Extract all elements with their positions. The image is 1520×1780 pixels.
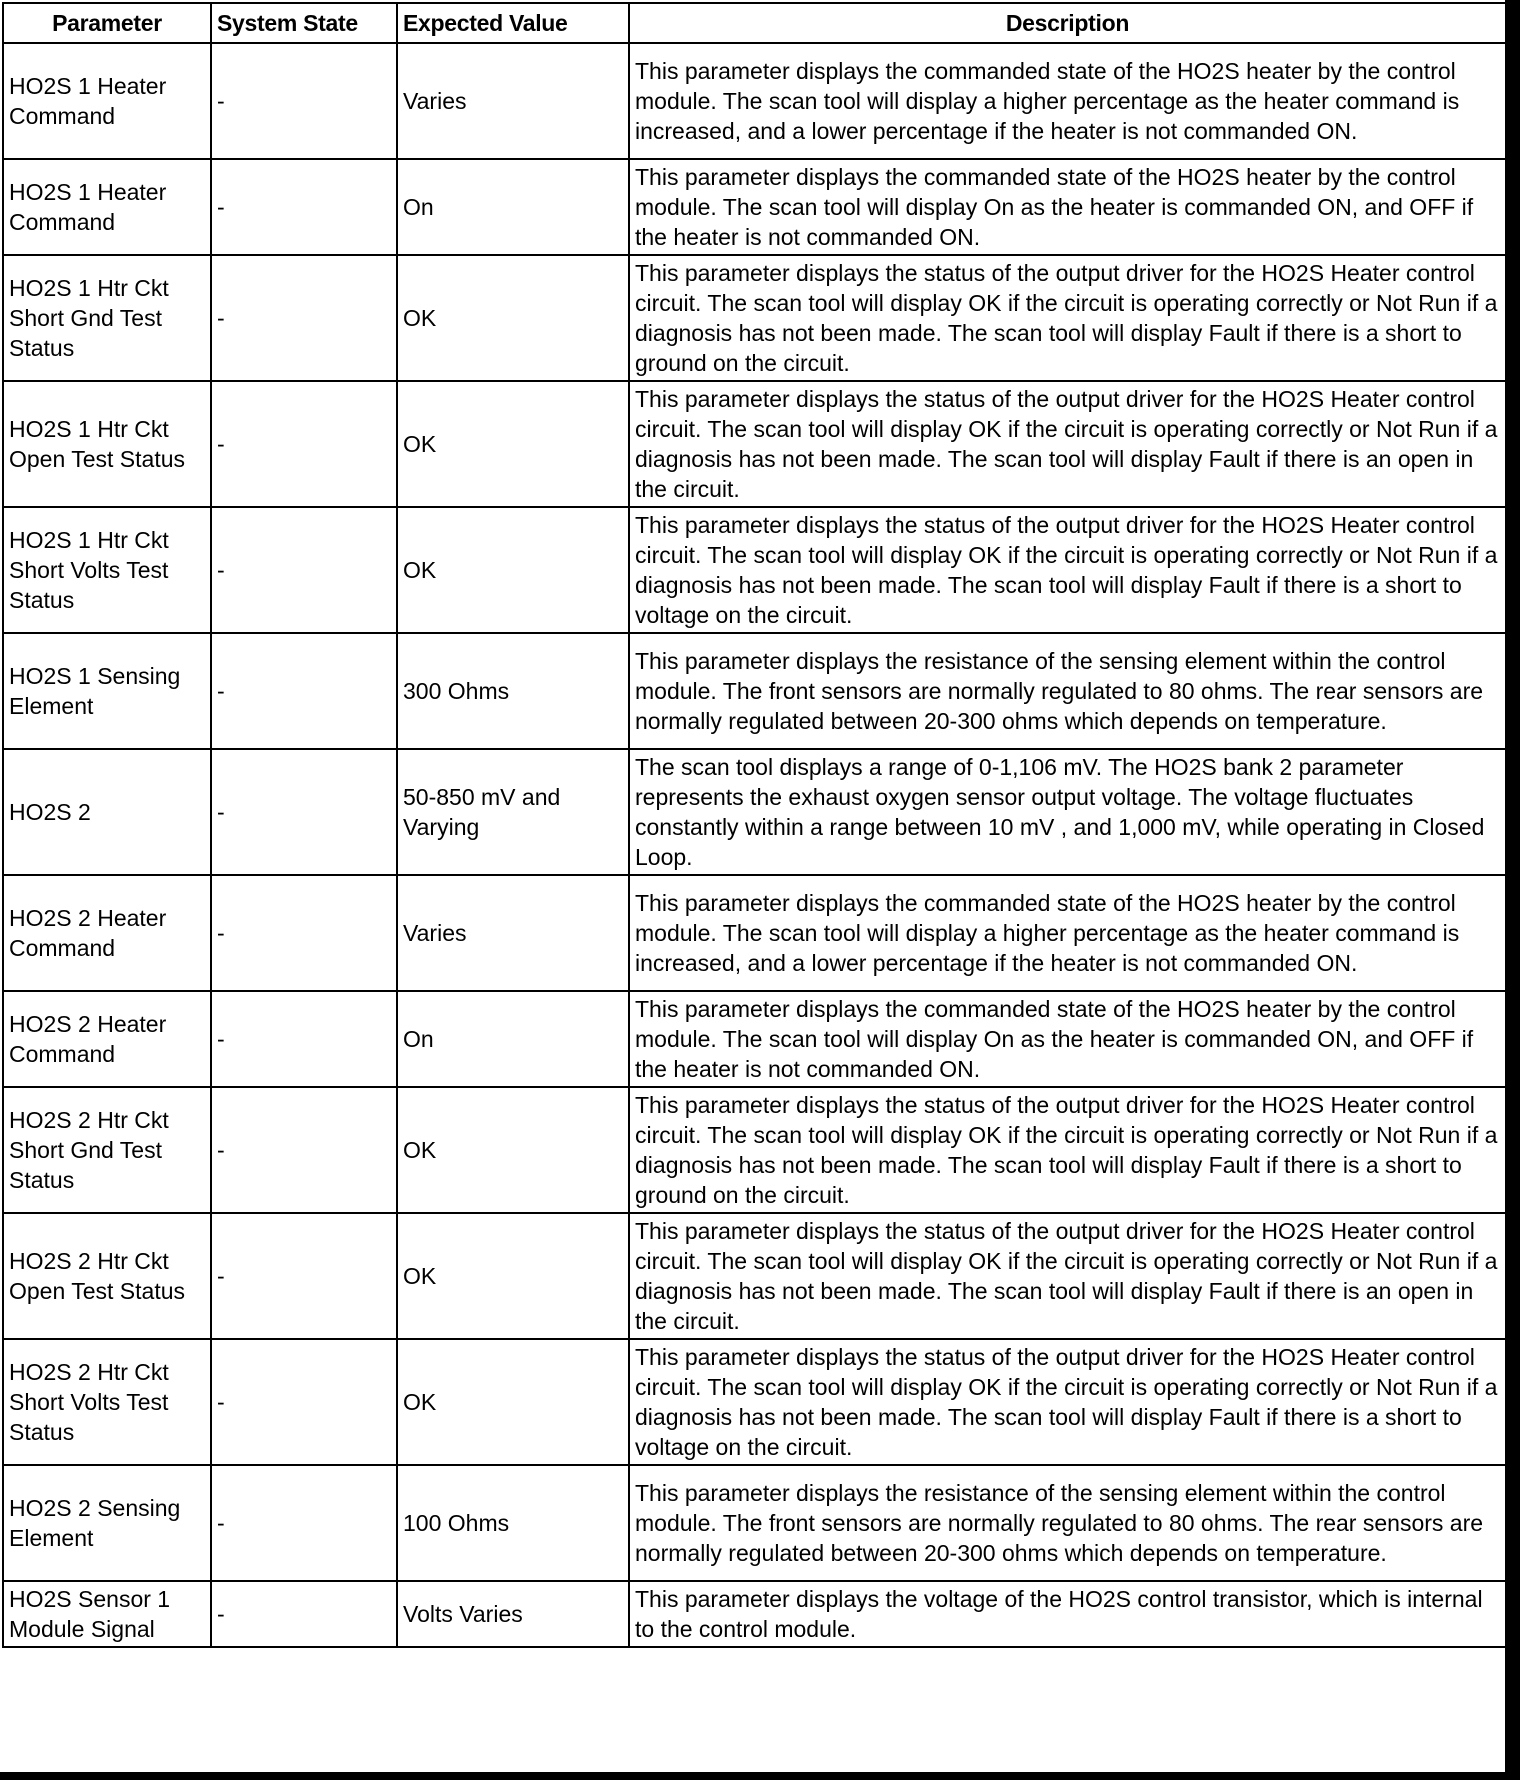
cell-parameter: HO2S 2 Sensing Element [3,1465,211,1581]
table-row [3,1339,1506,1465]
cell-description: This parameter displays the resistance of the sensing element within the control module. The front sensors are normally regulated to 80 ohms. The rear sensors are normally regulated between 20-300 ohms which depends on temperature. [629,633,1506,749]
cell-system-state: - [211,507,397,633]
table-row [3,991,1506,1087]
cell-expected-value: Varies [397,875,629,991]
cell-description: This parameter displays the status of the output driver for the HO2S Heater control circuit. The scan tool will display OK if the circuit is operating correctly or Not Run if a diagnosis has not been made. The scan tool will display Fault if there is an open in the circuit. [629,1213,1506,1339]
cell-system-state: - [211,1213,397,1339]
cell-parameter: HO2S 1 Htr Ckt Open Test Status [3,381,211,507]
cell-parameter: HO2S 2 [3,749,211,875]
cell-description: This parameter displays the commanded state of the HO2S heater by the control module. The scan tool will display On as the heater is commanded ON, and OFF if the heater is not commanded ON. [629,991,1506,1087]
header-parameter: Parameter [3,3,211,43]
cell-expected-value: OK [397,507,629,633]
cell-expected-value: Volts Varies [397,1581,629,1647]
table-row [3,875,1506,991]
cell-description: This parameter displays the commanded state of the HO2S heater by the control module. The scan tool will display On as the heater is commanded ON, and OFF if the heater is not commanded ON. [629,159,1506,255]
table-row [3,1087,1506,1213]
table-row [3,633,1506,749]
cell-system-state: - [211,1087,397,1213]
cell-expected-value: OK [397,1213,629,1339]
cell-system-state: - [211,1581,397,1647]
cell-parameter: HO2S 2 Heater Command [3,875,211,991]
cell-parameter: HO2S 1 Htr Ckt Short Gnd Test Status [3,255,211,381]
table-row [3,1465,1506,1581]
table-row [3,1213,1506,1339]
cell-parameter: HO2S 2 Htr Ckt Short Gnd Test Status [3,1087,211,1213]
cell-parameter: HO2S 2 Heater Command [3,991,211,1087]
cell-system-state: - [211,255,397,381]
cell-expected-value: OK [397,381,629,507]
cell-system-state: - [211,875,397,991]
table-body [3,43,1506,1647]
cell-description: This parameter displays the status of the output driver for the HO2S Heater control circuit. The scan tool will display OK if the circuit is operating correctly or Not Run if a diagnosis has not been made. The scan tool will display Fault if there is a short to ground on the circuit. [629,255,1506,381]
right-border-bar [1505,0,1520,1780]
bottom-border-bar [0,1772,1520,1780]
cell-description: This parameter displays the status of the output driver for the HO2S Heater control circuit. The scan tool will display OK if the circuit is operating correctly or Not Run if a diagnosis has not been made. The scan tool will display Fault if there is a short to ground on the circuit. [629,1087,1506,1213]
cell-expected-value: 300 Ohms [397,633,629,749]
cell-parameter: HO2S 1 Heater Command [3,43,211,159]
cell-description: The scan tool displays a range of 0-1,106 mV. The HO2S bank 2 parameter represents the exhaust oxygen sensor output voltage. The voltage fluctuates constantly within a range between 10 mV , and 1,000 mV, while operating in Closed Loop. [629,749,1506,875]
table-row [3,507,1506,633]
header-description: Description [629,3,1506,43]
cell-system-state: - [211,381,397,507]
cell-parameter: HO2S 2 Htr Ckt Open Test Status [3,1213,211,1339]
cell-description: This parameter displays the commanded state of the HO2S heater by the control module. The scan tool will display a higher percentage as the heater command is increased, and a lower percentage if the heater is not commanded ON. [629,875,1506,991]
cell-description: This parameter displays the commanded state of the HO2S heater by the control module. The scan tool will display a higher percentage as the heater command is increased, and a lower percentage if the heater is not commanded ON. [629,43,1506,159]
cell-system-state: - [211,749,397,875]
cell-description: This parameter displays the status of the output driver for the HO2S Heater control circuit. The scan tool will display OK if the circuit is operating correctly or Not Run if a diagnosis has not been made. The scan tool will display Fault if there is an open in the circuit. [629,381,1506,507]
cell-system-state: - [211,1339,397,1465]
cell-expected-value: 50-850 mV and Varying [397,749,629,875]
cell-description: This parameter displays the resistance of the sensing element within the control module. The front sensors are normally regulated to 80 ohms. The rear sensors are normally regulated between 20-300 ohms which depends on temperature. [629,1465,1506,1581]
table-row [3,1581,1506,1647]
table-row [3,43,1506,159]
cell-system-state: - [211,991,397,1087]
cell-expected-value: OK [397,1339,629,1465]
cell-expected-value: On [397,991,629,1087]
table-header [3,3,1506,43]
header-row [3,3,1506,43]
table-row [3,255,1506,381]
cell-system-state: - [211,1465,397,1581]
cell-description: This parameter displays the status of the output driver for the HO2S Heater control circuit. The scan tool will display OK if the circuit is operating correctly or Not Run if a diagnosis has not been made. The scan tool will display Fault if there is a short to voltage on the circuit. [629,507,1506,633]
cell-parameter: HO2S Sensor 1 Module Signal [3,1581,211,1647]
cell-expected-value: On [397,159,629,255]
cell-parameter: HO2S 1 Heater Command [3,159,211,255]
cell-parameter: HO2S 1 Sensing Element [3,633,211,749]
cell-system-state: - [211,159,397,255]
cell-parameter: HO2S 2 Htr Ckt Short Volts Test Status [3,1339,211,1465]
cell-system-state: - [211,43,397,159]
cell-description: This parameter displays the status of the output driver for the HO2S Heater control circuit. The scan tool will display OK if the circuit is operating correctly or Not Run if a diagnosis has not been made. The scan tool will display Fault if there is a short to voltage on the circuit. [629,1339,1506,1465]
cell-expected-value: 100 Ohms [397,1465,629,1581]
cell-expected-value: OK [397,255,629,381]
table-row [3,381,1506,507]
table-row [3,159,1506,255]
parameter-table [2,2,1507,1648]
cell-description: This parameter displays the voltage of the HO2S control transistor, which is internal to the control module. [629,1581,1506,1647]
cell-system-state: - [211,633,397,749]
header-system-state: System State [211,3,397,43]
cell-expected-value: OK [397,1087,629,1213]
header-expected-value: Expected Value [397,3,629,43]
cell-parameter: HO2S 1 Htr Ckt Short Volts Test Status [3,507,211,633]
cell-expected-value: Varies [397,43,629,159]
table-row [3,749,1506,875]
